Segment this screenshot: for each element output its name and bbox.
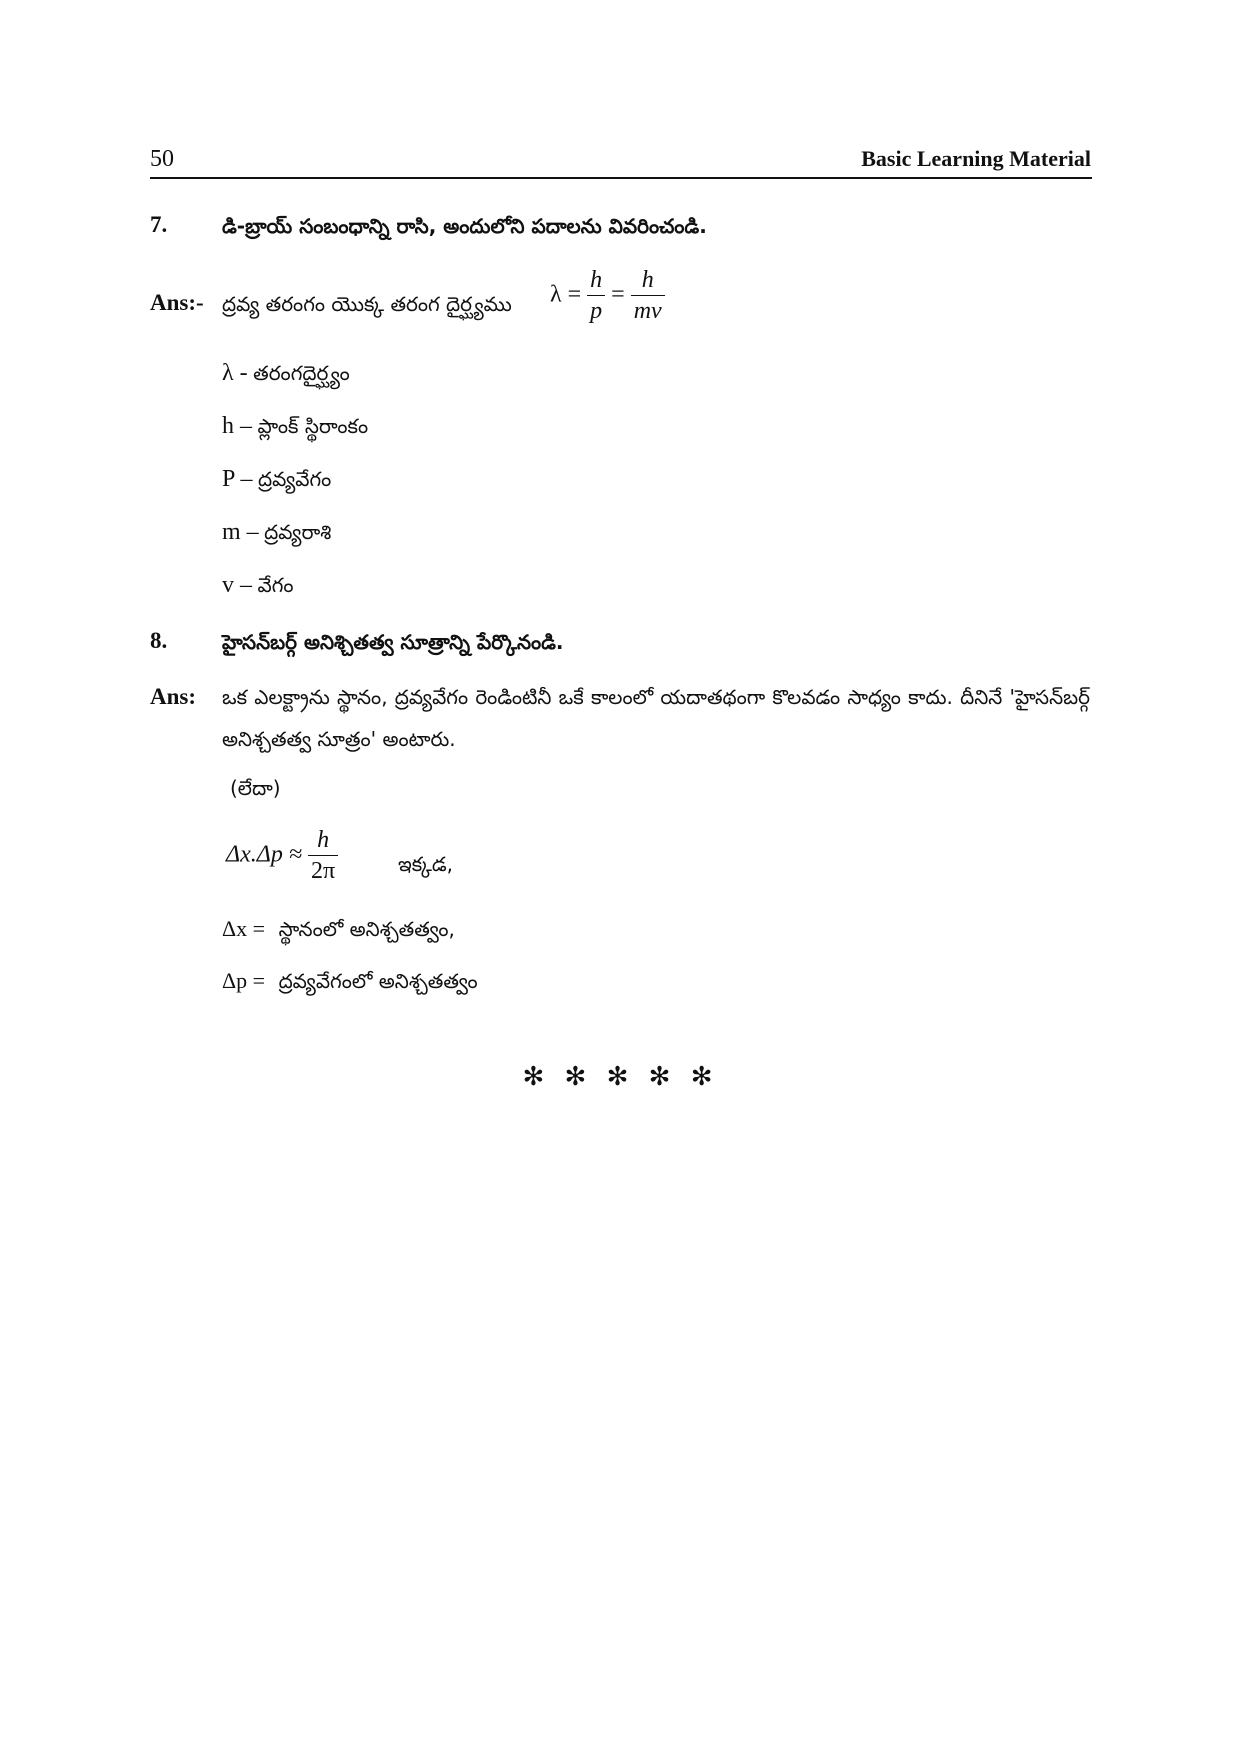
term-symbol: m – (222, 519, 259, 545)
term-description: ప్లాంక్ స్థిరాంకం (257, 414, 369, 438)
question-7-text: డి-బ్రాయ్ సంబంధాన్ని రాసి, అందులోని పదాలను వివరించండి. (222, 214, 707, 238)
answer-7-label: Ans:- (150, 290, 204, 315)
term-item (222, 572, 294, 602)
where-text: ఇక్కడ, (398, 852, 454, 876)
answer-8-text: ఒక ఎలక్ట్రాను స్థానం, ద్రవ్యవేగం రెండింటినీ ఒకే కాలంలో యదాతథంగా కొలవడం సాధ్యం కాదు. దీనినే 'హైసన్‌బర్గ్ అనిశ్చతత్వ సూత్రం' అంటారు. (222, 685, 1090, 751)
term-item (222, 519, 331, 549)
term-description: ద్రవ్యవేగం (257, 467, 332, 491)
definition-symbol: Δx = (222, 916, 266, 941)
term-item (222, 466, 331, 496)
formula-lhs: λ = (550, 281, 582, 308)
fraction-denominator: 2π (311, 857, 336, 884)
term-description: వేగం (257, 573, 294, 597)
formula-lhs: Δx.Δp ≈ (226, 841, 302, 868)
definition-description: ద్రవ్యవేగంలో అనిశ్చతత్వం (278, 969, 478, 993)
term-description: తరంగదైర్ఘ్యం (253, 361, 350, 385)
term-item (222, 413, 368, 443)
answer-8-label: Ans: (150, 684, 197, 709)
definition-symbol: Δp = (222, 968, 266, 993)
term-description: ద్రవ్యరాశి (264, 520, 332, 544)
definition-item (222, 968, 478, 998)
header-rule (150, 177, 1092, 179)
question-7-number: 7. (150, 212, 168, 237)
definition-description: స్థానంలో అనిశ్చతత్వం, (278, 917, 455, 941)
fraction-numerator: h (631, 266, 665, 296)
question-8-number: 8. (150, 628, 168, 653)
term-symbol: P – (222, 466, 253, 492)
term-item (222, 360, 350, 390)
definition-item (222, 916, 455, 946)
de-broglie-formula (550, 266, 665, 326)
or-text: (లేదా) (230, 776, 281, 800)
formula-equals: = (611, 281, 625, 308)
term-symbol: λ - (222, 360, 248, 386)
fraction-h-over-p (587, 266, 605, 326)
fraction-numerator: h (308, 826, 338, 856)
term-symbol: h – (222, 413, 252, 439)
fraction-numerator: h (587, 266, 605, 296)
fraction-denominator: p (590, 297, 603, 324)
question-8-text: హైసన్‌బర్గ్ అనిశ్చితత్వ సూత్రాన్ని పేర్కొనండి. (222, 630, 564, 654)
header-title: Basic Learning Material (861, 146, 1091, 171)
uncertainty-formula (226, 826, 338, 886)
fraction-h-over-mv (631, 266, 665, 326)
page-number: 50 (150, 146, 174, 172)
answer-7-text: ద్రవ్య తరంగం యొక్క తరంగ దైర్ఘ్యము (222, 292, 512, 316)
term-symbol: v – (222, 572, 252, 598)
section-end-stars: ✻ ✻ ✻ ✻ ✻ (522, 1062, 719, 1092)
fraction-h-over-2pi (308, 826, 338, 886)
fraction-denominator: mv (633, 297, 662, 324)
